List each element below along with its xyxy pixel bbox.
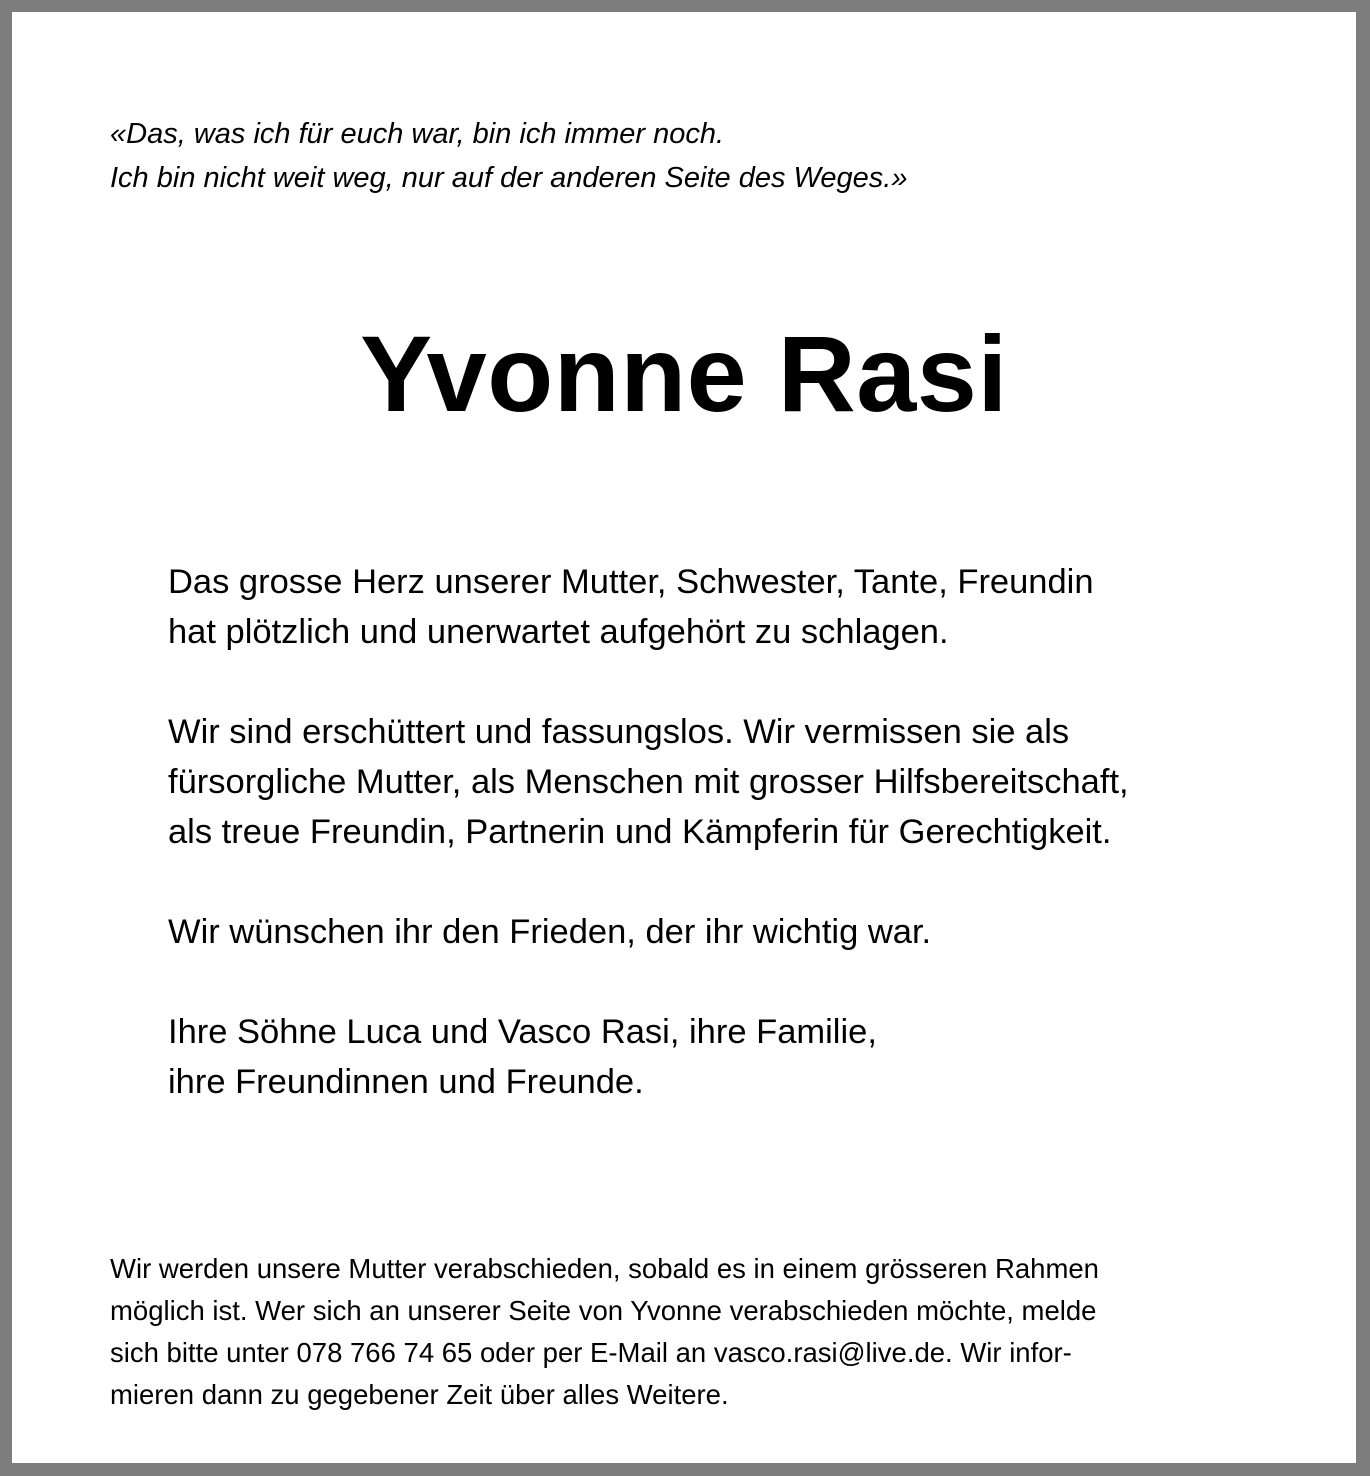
text-line: Ihre Söhne Luca und Vasco Rasi, ihre Familie, xyxy=(168,1013,877,1051)
paragraph-wish xyxy=(168,907,1129,957)
footer-line: sich bitte unter 078 766 74 65 oder per E-Mail an vasco.rasi@live.de. Wir infor- xyxy=(110,1337,1072,1368)
farewell-notice xyxy=(110,1248,1099,1416)
text-line: als treue Freundin, Partnerin und Kämpferin für Gerechtigkeit. xyxy=(168,813,1112,851)
footer-line: Wir werden unsere Mutter verabschieden, sobald es in einem grösseren Rahmen xyxy=(110,1253,1099,1284)
text-line: hat plötzlich und unerwartet aufgehört zu schlagen. xyxy=(168,613,949,651)
deceased-name: Yvonne Rasi xyxy=(360,313,1008,434)
text-line: Das grosse Herz unserer Mutter, Schwester, Tante, Freundin xyxy=(168,563,1094,601)
paragraph-remembrance xyxy=(168,707,1129,857)
text-line: ihre Freundinnen und Freunde. xyxy=(168,1063,644,1101)
quote-line: «Das, was ich für euch war, bin ich immer noch. xyxy=(110,118,725,150)
paragraph-announcement xyxy=(168,557,1129,657)
obituary-page xyxy=(12,12,1356,1463)
footer-line: mieren dann zu gegebener Zeit über alles Weitere. xyxy=(110,1379,729,1410)
text-line: fürsorgliche Mutter, als Menschen mit grosser Hilfsbereitschaft, xyxy=(168,763,1129,801)
epigraph-quote xyxy=(110,112,907,200)
text-line: Wir sind erschüttert und fassungslos. Wir vermissen sie als xyxy=(168,713,1070,751)
footer-line: möglich ist. Wer sich an unserer Seite von Yvonne verabschieden möchte, melde xyxy=(110,1295,1097,1326)
text-line: Wir wünschen ihr den Frieden, der ihr wichtig war. xyxy=(168,913,932,951)
paragraph-signatories xyxy=(168,1007,1129,1107)
quote-line: Ich bin nicht weit weg, nur auf der anderen Seite des Weges.» xyxy=(110,162,908,194)
announcement-body xyxy=(168,557,1129,1157)
